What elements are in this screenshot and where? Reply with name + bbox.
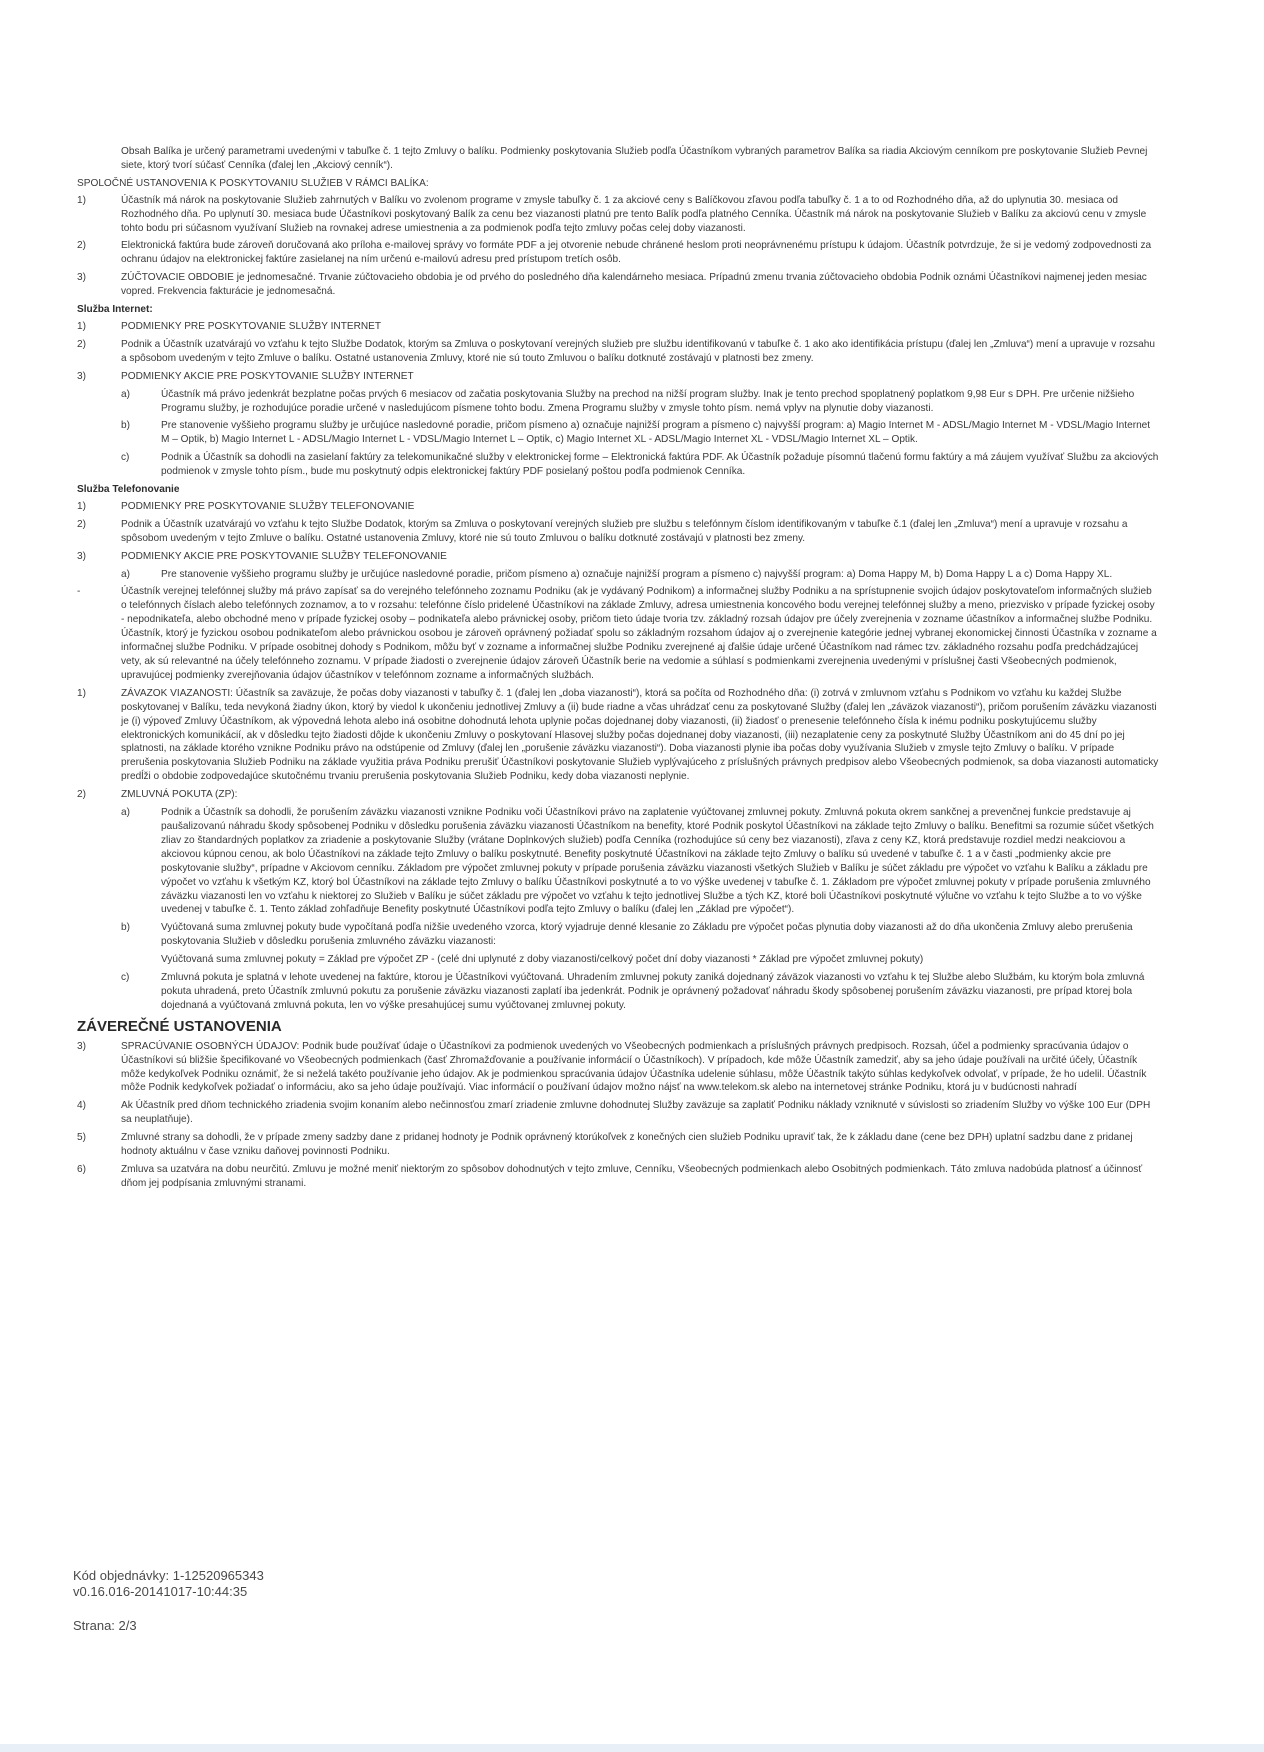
subitem-text: Podnik a Účastník sa dohodli, že porušením záväzku viazanosti vznikne Podniku voči Účastníkovi právo na zaplatenie vyúčtovanej zmluvnej pokuty. Zmluvná pokuta okrem sankčnej a prevenčnej funkcie predstavuje aj paušalizovanú náhradu škody spôsobenej Podniku v dôsledku porušenia záväzku viazanosti Účastníkom na benefity, ktoré Podnik poskytol Účastníkovi na základe tejto Zmluvy o balíku. Benefitmi sa rozumie súčet všetkých zliav zo štandardných poplatkov za zriadenie a poskytovanie Služby (vrátane Doplnkových služieb) podľa Cenníka (rozhodujúce sú ceny bez viazanosti), zľava z ceny KZ, ktorá predstavuje rozdiel medzi neakciovou a akciovou kúpnou cenou, ak bolo Účastníkovi na základe tejto Zmluvy o balíku poskytnuté. Benefity poskytnuté Účastníkovi na základe tejto Zmluvy o balíku sú uvedené v tabuľke č. 1 a v časti „podmienky akcie pre poskytovanie služby“, prípadne v Akciovom cenníku. Základom pre výpočet zmluvnej pokuty v prípade porušenia záväzku viazanosti všetkých Služieb v Balíku je súčet základu pre výpočet vo vzťahu k Balíku a základu pre výpočet vo vzťahu k všetkým KZ, ktorý bol Účastníkovi na základe tejto Zmluvy o balíku Účastníkovi poskytnuté a to vo výške uvedenej v tabuľke č. 1. Základom pre výpočet zmluvnej pokuty v prípade porušenia zmluvného záväzku viazanosti len vo vzťahu k niektorej zo Služieb v Balíku je súčet základu pre výpočet vo vzťahu k tejto jednotlivej Službe a tých KZ, ktoré boli Účastníkovi poskytnuté výlučne vo vzťahu k tejto Službe a to vo výške uvedenej v tabuľke č. 1. Tento základ zohľadňuje Benefity poskytnuté Účastníkovi podľa tejto Zmluvy o balíku (ďalej len „Základ pre výpočet“). [161,807,1154,916]
intro-paragraph: Obsah Balíka je určený parametrami uvedenými v tabuľke č. 1 tejto Zmluvy o balíku. Podmienky poskytovania Služieb podľa Účastníkom vybraných parametrov Balíka sa riadia Akciovým cenníkom pre poskytovanie Služieb Pevnej siete, ktorý tvorí súčasť Cenníka (ďalej len „Akciový cenník“). [121,146,1148,171]
commitment-item [77,687,1159,784]
document-version: v0.16.016-20141017-10:44:35 [73,1584,248,1599]
common-item [77,239,1159,267]
final-item [77,1040,1159,1096]
item-number: 2) [77,789,86,801]
item-text: Elektronická faktúra bude zároveň doručovaná ako príloha e-mailovej správy vo formáte PDF a jej otvorenie nebude chránené heslom proti neoprávnenému prístupu k údajom. Účastník potvrdzuje, že si je vedomý zodpovednosti za ochranu údajov na elektronickej faktúre zasielanej na ním určenú e-mailovú adresu pred prístupom tretích osôb. [121,240,1152,266]
subitem-text: Podnik a Účastník sa dohodli na zasielaní faktúry za telekomunikačné služby v elektronickej forme – Elektronická faktúra PDF. Ak Účastník požaduje písomnú tlačenú formu faktúry a má záujem využívať Službu za akciových podmienok v zmysle tohto písm., bude mu poskytnutý odpis elektronickej faktúry PDF posielaný poštou podľa podmienok Cenníka. [161,452,1159,478]
item-text: Účastník verejnej telefónnej služby má právo zapísať sa do verejného telefónneho zoznamu Podniku (ak je vydávaný Podnikom) a informačnej služby Podniku a na sprístupnenie svojich údajov poskytovateľom informačných služieb o telefónnych číslach alebo telefónnych zoznamov, a to v rozsahu: telefónne číslo pridelené Účastníkovi na základe Zmluvy, adresa umiestnenia koncového bodu verejnej telefónnej služby a meno, priezvisko v prípade fyzickej osoby - nepodnikateľa, alebo obchodné meno v prípade fyzickej osoby – podnikateľa alebo právnickej osoby, pričom tieto údaje tvoria tzv. základný rozsah údajov pre účely zverejnenia v zozname účastníkov a informačnej službe Podniku. Účastník, ktorý je fyzickou osobou podnikateľom alebo právnickou osobou je zároveň oprávnený požiadať spolu so základným rozsahom údajov aj o zverejnenie kategórie jednej vybranej ekonomickej činnosti Účastníka v zozname a informačnej službe Podniku. V prípade osobitnej dohody s Podnikom, môžu byť v zozname a informačnej službe Podniku zverejnené aj ďalšie údaje určené Účastníkom nad rámec tzv. základného rozsahu podľa predchádzajúcej vety, ak sú relevantné na účely telefónneho zoznamu. V prípade žiadosti o zverejnenie údajov zároveň Účastník berie na vedomie a súhlasí s podmienkami zverejnenia uvedenými v príslušnej časti Všeobecných podmienok, upravujúcej podmienky zverejňovania údajov účastníkov v telefónnom zozname a informačných službách. [121,586,1157,681]
subitem-letter: a) [121,807,130,819]
internet-item [77,338,1159,366]
item-number: 1) [77,500,86,512]
common-provisions-heading: SPOLOČNÉ USTANOVENIA K POSKYTOVANIU SLUŽIEB V RÁMCI BALÍKA: [77,177,429,189]
subitem-letter: b) [121,922,130,934]
item-text: PODMIENKY PRE POSKYTOVANIE SLUŽBY INTERNET [121,320,382,332]
item-text: Účastník má nárok na poskytovanie Služieb zahrnutých v Balíku vo zvolenom programe v zmysle tabuľky č. 1 za akciové ceny s Balíčkovou zľavou podľa tabuľky č. 1 a to od Rozhodného dňa, až do uplynutia 30. mesiaca od Rozhodného dňa. Po uplynutí 30. mesiaca bude Účastníkovi poskytovaný Balík za cenu bez viazanosti platnú pre tento Balík podľa platného Cenníka. Účastník má nárok na poskytovanie Služieb v Balíku za akciovú cenu v zmysle tohto bodu pri súčasnom využívaní Služieb na rovnakej adrese umiestnenia a za podmienok podľa tejto zmluvy počas celej doby viazanosti. [121,194,1147,234]
item-dash: - [77,586,81,598]
telefon-item [77,500,1159,514]
item-number: 3) [77,370,86,382]
telefon-subitem [121,568,1159,582]
subitem-letter: c) [121,972,130,984]
item-text: PODMIENKY PRE POSKYTOVANIE SLUŽBY TELEFONOVANIE [121,500,415,512]
item-text: SPRACÚVANIE OSOBNÝCH ÚDAJOV: Podnik bude používať údaje o Účastníkovi za podmienok uvedených vo Všeobecných podmienkach a príslušných právnych predpisoch. Rozsah, účel a podmienky spracúvania údajov o Účastníkovi sú bližšie špecifikované vo Všeobecných podmienkach (časť Zhromažďovanie a používanie informácií o Účastníkoch). V prípadoch, kde môže Účastník zamedziť, aby sa jeho údaje používali na určité účely, Účastník môže kedykoľvek Podniku oznámiť, že si neželá takéto používanie jeho údajov. Ak je podmienkou spracúvania údajov Účastníka udelenie súhlasu, môže Účastník takýto súhlas kedykoľvek odvolať, v prípade, že ho udelil. Účastník môže Podnik kedykoľvek požiadať o informáciu, ako sa jeho údaje používajú. Viac informácií o používaní údajov možno nájsť na www.telekom.sk alebo na internetovej stránke Podniku, ktorá ju v budúcnosti nahradí [121,1040,1147,1094]
order-code: Kód objednávky: 1-12520965343 [73,1568,264,1583]
internet-subitem [121,388,1159,416]
item-number: 3) [77,1040,86,1052]
subitem-text: Účastník má právo jedenkrát bezplatne počas prvých 6 mesiacov od začatia poskytovania Služby na prechod na nižší program služby. Inak je tento prechod spoplatnený poplatkom 9,98 Eur s DPH. Pre určenie nižšieho Programu služby, je rozhodujúce poradie určené v nasledujúcom písmene tohto bodu. Zmena Programu služby v zmysle tohto písm. nemá vplyv na plynutie doby viazanosti. [161,388,1135,414]
item-text: PODMIENKY AKCIE PRE POSKYTOVANIE SLUŽBY INTERNET [121,370,414,382]
item-number: 1) [77,320,86,332]
item-number: 3) [77,272,86,284]
internet-item [77,370,1159,384]
scan-edge [0,1744,1264,1752]
subitem-letter: a) [121,568,130,580]
item-text: Zmluvné strany sa dohodli, že v prípade zmeny sadzby dane z pridanej hodnoty je Podnik oprávnený ktorúkoľvek z konečných cien služieb Podniku upraviť tak, že k základu dane (cene bez DPH) uplatní sadzbu dane z pridanej hodnoty aktuálnu v čase vzniku daňovej povinnosti Podniku. [121,1132,1133,1158]
item-text: Zmluva sa uzatvára na dobu neurčitú. Zmluvu je možné meniť niektorým zo spôsobov dohodnutých v tejto zmluve, Cenníku, Všeobecných podmienkach alebo Osobitných podmienkach. Táto zmluva nadobúda platnosť a účinnosť dňom jej podpísania zmluvnými stranami. [121,1164,1143,1189]
item-number: 2) [77,240,86,252]
internet-subitem [121,451,1159,479]
item-number: 1) [77,687,86,699]
item-number: 2) [77,338,86,350]
common-item [77,271,1159,299]
subitem-text: Zmluvná pokuta je splatná v lehote uvedenej na faktúre, ktorou je Účastníkovi vyúčtovaná. Uhradením zmluvnej pokuty zaniká dojednaný záväzok viazanosti vo vzťahu k tej Službe alebo Službám, ku ktorým bola zmluvná pokuta uhradená, preto Účastník zmluvnú pokutu za porušenie záväzku viazanosti zaplatí iba jedenkrát. Podnik je oprávnený požadovať náhradu škody spôsobenej porušením záväzku viazanosti, pre prípad ktorej bola dojednaná a vyúčtovaná zmluvná pokuta, len vo výške presahujúcej sumu vyúčtovanej zmluvnej pokuty. [161,972,1145,1011]
directory-listing-item [77,585,1159,682]
item-text: PODMIENKY AKCIE PRE POSKYTOVANIE SLUŽBY TELEFONOVANIE [121,550,447,562]
item-text: Ak Účastník pred dňom technického zriadenia svojim konaním alebo nečinnosťou zmarí zriadenie zmluvne dohodnutej Služby zaväzuje sa zaplatiť Podniku náklady vzniknuté v súvislosti so zriadením Služby vo výške 100 Eur (DPH sa neuplatňuje). [121,1100,1151,1126]
item-number: 4) [77,1100,86,1112]
item-number: 5) [77,1132,86,1144]
page-footer [73,1568,264,1634]
penalty-subitem [121,971,1159,1013]
internet-section-title: Služba Internet: [77,304,153,316]
subitem-letter: c) [121,452,130,464]
penalty-subitem [121,921,1159,949]
item-number: 3) [77,550,86,562]
subitem-letter: a) [121,388,130,400]
final-provisions-title: ZÁVEREČNÉ USTANOVENIA [77,1017,282,1035]
subitem-text: Pre stanovenie vyššieho programu služby je určujúce nasledovné poradie, pričom písmeno a) označuje najnižší program a písmeno c) najvyšší program: a) Doma Happy M, b) Doma Happy L a c) Doma Happy XL. [161,568,1113,580]
item-number: 6) [77,1164,86,1175]
final-item [77,1099,1159,1127]
final-item [77,1131,1159,1159]
item-text: Podnik a Účastník uzatvárajú vo vzťahu k tejto Službe Dodatok, ktorým sa Zmluva o poskytovaní verejných služieb pre službu identifikovanú v tabuľke č. 1 ako ako identifikácia prístupu (ďalej len „Zmluva“) mení a upravuje v rozsahu a spôsobom uvedeným v tejto Zmluve o balíku. Ostatné ustanovenia Zmluvy, ktoré nie sú touto Zmluvou o balíku dotknuté zostávajú v platnosti bez zmeny. [121,338,1156,364]
telefon-item [77,550,1159,564]
penalty-subitem [121,806,1159,917]
penalty-formula: Vyúčtovaná suma zmluvnej pokuty = Základ pre výpočet ZP - (celé dni uplynuté z doby viazanosti/celkový počet dní doby viazanosti * Základ pre výpočet zmluvnej pokuty) [161,954,924,966]
item-text: ZMLUVNÁ POKUTA (ZP): [121,789,238,801]
item-text: Podnik a Účastník uzatvárajú vo vzťahu k tejto Službe Dodatok, ktorým sa Zmluva o poskytovaní verejných služieb pre službu s telefónnym číslom identifikovaným v tabuľke č.1 (ďalej len „Zmluva“) mení a upravuje v rozsahu a spôsobom uvedeným v tejto Zmluve o balíku. Ostatné ustanovenia Zmluvy, ktoré nie sú touto Zmluvou o balíku dotknuté zostávajú v platnosti bez zmeny. [121,518,1128,544]
telefon-item [77,518,1159,546]
penalty-item [77,788,1159,802]
subitem-text: Pre stanovenie vyššieho programu služby je určujúce nasledovné poradie, pričom písmeno a) označuje najnižší program a písmeno c) najvyšší program: a) Magio Internet M - ADSL/Magio Internet M - VDSL/Magio Internet M – Optik, b) Magio Internet L - ADSL/Magio Internet L - VDSL/Magio Internet L – Optik, c) Magio Internet XL - ADSL/Magio Internet XL - VDSL/Magio Internet XL – Optik. [161,420,1151,446]
common-item [77,194,1159,236]
item-number: 2) [77,518,86,530]
page-number: Strana: 2/3 [73,1618,137,1633]
item-number: 1) [77,194,86,206]
telefon-section-title: Služba Telefonovanie [77,484,180,496]
subitem-letter: b) [121,420,130,432]
subitem-text: Vyúčtovaná suma zmluvnej pokuty bude vypočítaná podľa nižšie uvedeného vzorca, ktorý vyjadruje denné klesanie zo Základu pre výpočet počas plynutia doby viazanosti až do dňa ukončenia Zmluvy alebo prerušenia poskytovania Služieb v dôsledku porušenia zmluvného záväzku viazanosti: [161,922,1133,948]
internet-subitem [121,419,1159,447]
item-text: ZÚČTOVACIE OBDOBIE je jednomesačné. Trvanie zúčtovacieho obdobia je od prvého do posledného dňa kalendárneho mesiaca. Prípadnú zmenu trvania zúčtovacieho obdobia Podnik oznámi Účastníkovi najmenej jeden mesiac vopred. Frekvencia fakturácie je jednomesačná. [121,272,1147,298]
contract-text [77,145,1159,1195]
final-item [77,1163,1159,1191]
internet-item [77,320,1159,334]
item-text: ZÁVAZOK VIAZANOSTI: Účastník sa zaväzuje, že počas doby viazanosti v tabuľky č. 1 (ďalej len „doba viazanosti“), ktorá sa počíta od Rozhodného dňa: (i) zotrvá v zmluvnom vzťahu s Podnikom vo vzťahu ku každej Službe poskytovanej v Balíku, teda nevykoná žiadny úkon, ktorý by viedol k ukončeniu jednotlivej Zmluvy a (ii) bude riadne a včas uhrádzať cenu za poskytované Služby (ďalej len „záväzok viazanosti“), pričom porušením záväzku viazanosti je (i) výpoveď Zmluvy Účastníkom, ak výpovedná lehota alebo iná osobitne dohodnutá lehota uplynie počas dojednanej doby viazanosti, (ii) žiadosť o prenesenie telefónneho čísla k inému podniku poskytujúcemu služby elektronických komunikácií, ak v dôsledku tejto žiadosti dôjde k ukončeniu Zmluvy o poskytovaní Hlasovej služby počas dojednanej doby viazanosti, (iii) nezaplatenie ceny za poskytnuté Služby Účastníkom ani do 45 dní po jej splatnosti, na základe ktorého vznikne Podniku právo na odstúpenie od Zmluvy (ďalej len „porušenie záväzku viazanosti“). Doba viazanosti plynie iba počas doby využívania Služieb v zmysle tejto Zmluvy o balíku. V prípade prerušenia poskytovania Služieb Podniku na základe využitia práva Podniku prerušiť Účastníkovi poskytovanie Služieb vyplývajúceho z príslušných právnych predpisov alebo Všeobecných podmienok, sa doba viazanosti automaticky predĺži o obdobie zodpovedajúce skutočnému trvaniu prerušenia poskytovania Služieb Podniku, kedy doba viazanosti neplynie. [121,687,1159,783]
